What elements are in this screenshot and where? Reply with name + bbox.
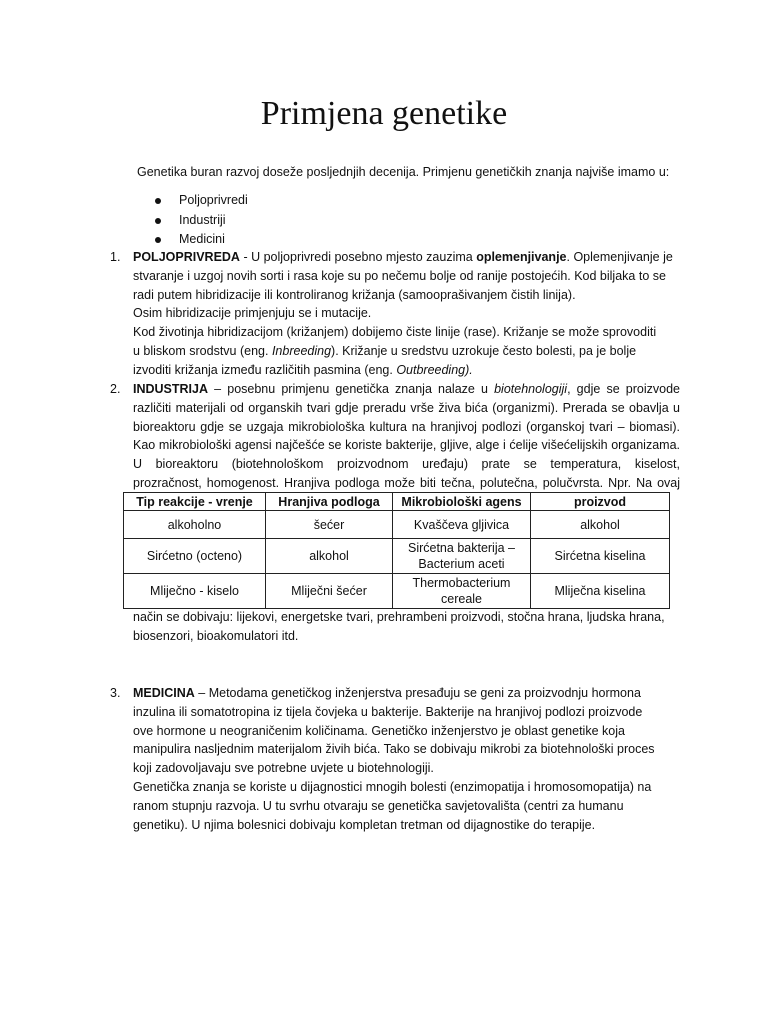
table-cell: Kvaščeva gljivica	[393, 511, 531, 539]
table-cell: alkohol	[266, 539, 393, 574]
bullet-icon	[155, 198, 161, 204]
text-line: prozračnost, homogenost. Hranjiva podloga može biti tečna, polutečna, polučvrsta. Npr. Na ovaj	[133, 475, 680, 490]
table-cell: alkohol	[531, 511, 670, 539]
table-cell: Mliječni šećer	[266, 574, 393, 609]
list-item: Medicini	[155, 230, 248, 250]
section-heading: POLJOPRIVREDA	[133, 250, 240, 264]
table-cell: Thermobacterium cereale	[393, 574, 531, 609]
section-heading: INDUSTRIJA	[133, 382, 209, 396]
bullet-list	[155, 191, 248, 250]
text-line: ranom stupnju razvoja. U tu svrhu otvaraju se genetička savjetovališta (centri za humanu	[133, 798, 624, 813]
text-line: stvaranje i uzgoj novih sorti i rasa koje su po nečemu bolje od ranije postojećih. Kod biljaka to se	[133, 268, 666, 283]
bullet-icon	[155, 237, 161, 243]
text-line: u bliskom srodstvu (eng. Inbreeding). Križanje u sredstvu uzrokuje često bolesti, pa je bolje	[133, 343, 637, 358]
column-header: Mikrobiološki agens	[393, 493, 531, 511]
text-line: MEDICINA – Metodama genetičkog inženjerstva presađuju se geni za proizvodnju hormona	[133, 686, 641, 700]
text-line: koji zadovoljavaju sve potrebne uvjete u biotehnologiji.	[133, 761, 434, 776]
table-cell: alkoholno	[124, 511, 266, 539]
table-row	[124, 539, 670, 574]
text-line: INDUSTRIJA – posebnu primjenu genetička znanja nalaze u biotehnologiji, gdje se proizvode	[133, 382, 680, 396]
table-cell: Mliječno - kiselo	[124, 574, 266, 609]
column-header: Hranjiva podloga	[266, 493, 393, 511]
list-item: Industriji	[155, 211, 248, 231]
text-line: izvoditi križanja između različitih pasmina (eng. Outbreeding).	[133, 362, 473, 377]
section-number: 2.	[110, 382, 121, 396]
italic-term: Inbreeding	[271, 343, 332, 358]
text-line: POLJOPRIVREDA - U poljoprivredi posebno mjesto zauzima oplemenjivanje. Oplemenjivanje je	[133, 250, 673, 264]
section-body	[133, 380, 680, 493]
text-line: bioreaktoru gdje se uzgaja mikrobiološka kultura na hranjivoj podlozi (organskoj tvari – biomasi).	[133, 419, 680, 434]
text-line: način se dobivaju: lijekovi, energetske tvari, prehrambeni proizvodi, stočna hrana, ljudska hrana,	[133, 610, 665, 624]
column-header: Tip reakcije - vrenje	[124, 493, 266, 511]
text-line: ove hormone u neograničenim količinama. Genetičko inženjerstvo je oblast genetike koja	[133, 723, 625, 738]
section-body	[133, 608, 680, 646]
section-number: 1.	[110, 250, 121, 264]
table-cell: Sirćetna kiselina	[531, 539, 670, 574]
italic-term: Outbreeding).	[396, 362, 473, 377]
text-line: inzulina ili somatotropina iz tijela čovjeka u bakterije. Bakterije na hranjivoj podlozi proizvode	[133, 704, 643, 719]
text-line: Osim hibridizacije primjenjuju se i mutacije.	[133, 306, 372, 321]
list-item: Poljoprivredi	[155, 191, 248, 211]
table-cell: Mliječna kiselina	[531, 574, 670, 609]
intro-paragraph: Genetika buran razvoj doseže posljednjih decenija. Primjenu genetičkih znanja najviše imamo u:	[137, 165, 670, 179]
table-row	[124, 511, 670, 539]
bullet-icon	[155, 218, 161, 224]
column-header: proizvod	[531, 493, 670, 511]
text-line: radi putem hibridizacije ili kontroliranog križanja (samooprašivanjem čistih linija).	[133, 287, 576, 302]
text-line: manipulira nasljednim materijalom živih bića. Tako se dobivaju mikrobi za biotehnološki proces	[133, 742, 655, 757]
text-line: Kod životinja hibridizacijom (križanjem) dobijemo čiste linije (rase). Križanje se može sprovoditi	[133, 325, 657, 340]
section-heading: MEDICINA	[133, 686, 195, 700]
text-line: genetiku). U njima bolesnici dobivaju kompletan tretman od dijagnostike do terapije.	[133, 817, 596, 832]
fermentation-table	[123, 492, 670, 609]
table-cell: Sirćetna bakterija – Bacterium aceti	[393, 539, 531, 574]
table-header-row	[124, 493, 670, 511]
text-line: Kao mikrobiološki agensi najčešće se koriste bakterije, gljive, alge i ćelije višećelijskih organizama.	[133, 438, 680, 453]
page-title: Primjena genetike	[260, 95, 508, 132]
section-body	[133, 248, 680, 380]
table-cell: šećer	[266, 511, 393, 539]
text-line: biosenzori, bioakomulatori itd.	[133, 628, 299, 643]
section-body	[133, 684, 680, 834]
text-line: različiti materijali od organskih tvari gdje preradu vrše živa bića (organizmi). Prerada se obavlja u	[133, 400, 680, 415]
bold-term: oplemenjivanje	[476, 250, 567, 264]
table-cell: Sirćetno (octeno)	[124, 539, 266, 574]
text-line: Genetička znanja se koriste u dijagnostici mnogih bolesti (enzimopatija i hromosomopatija) na	[133, 779, 652, 794]
italic-term: biotehnologiji	[494, 382, 568, 396]
text-line: U bioreaktoru (biotehnološkom proizvodnom uređaju) prate se temperatura, kiselost,	[133, 457, 680, 472]
table-row	[124, 574, 670, 609]
section-number: 3.	[110, 686, 121, 700]
